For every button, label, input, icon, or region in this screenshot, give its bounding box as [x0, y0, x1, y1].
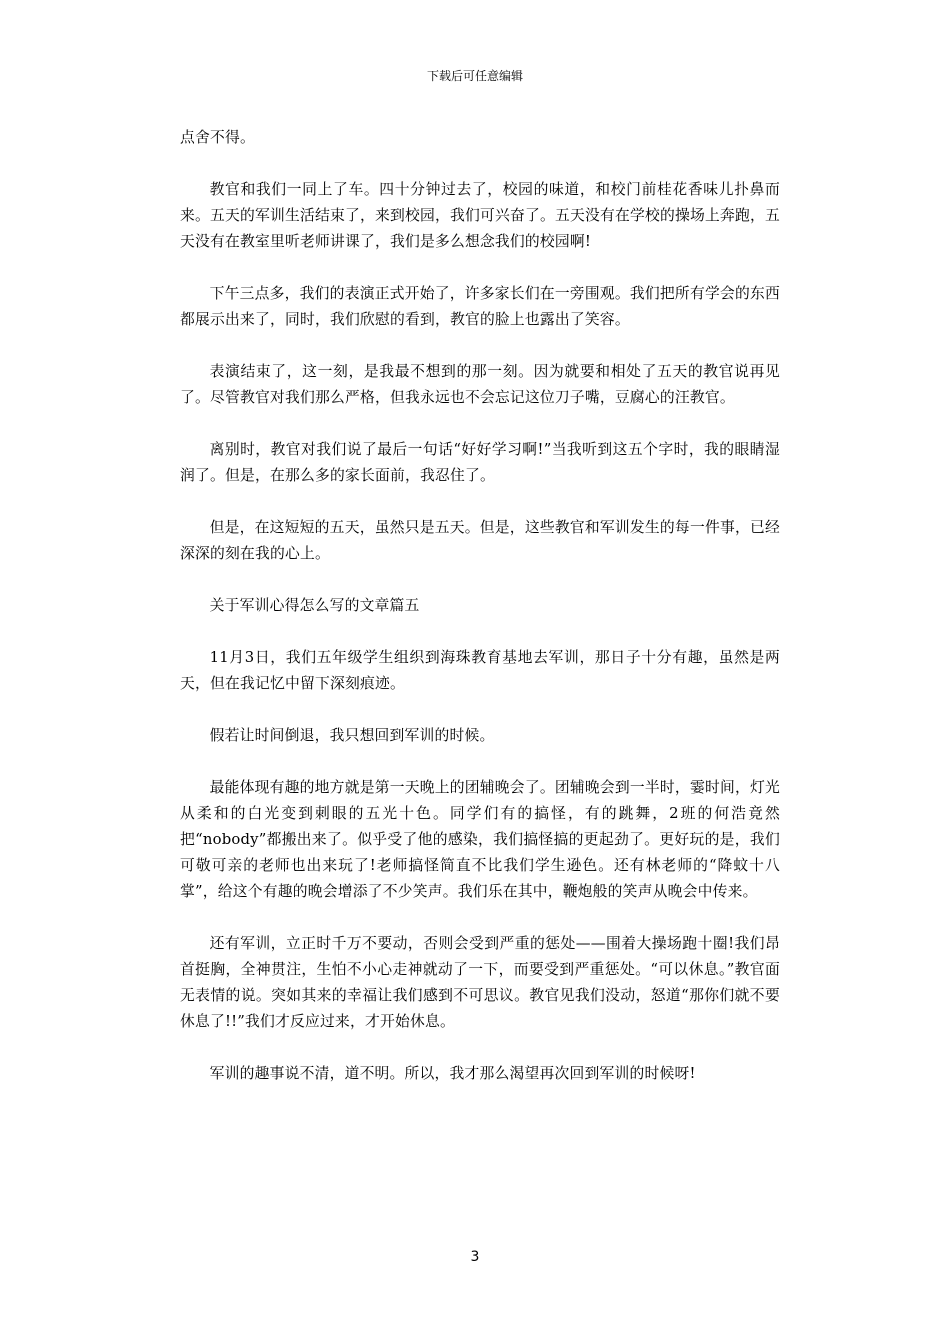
paragraph: 军训的趣事说不清，道不明。所以，我才那么渴望再次回到军训的时候呀! — [209, 1065, 696, 1082]
paragraph: 最能体现有趣的地方就是第一天晚上的团辅晚会了。团辅晚会到一半时，霎时间，灯光从柔和的白光变到刺眼的五光十色。同学们有的搞怪，有的跳舞，2班的何浩竟然把“nobody”都搬出来了。似乎受了他的感染，我们搞怪搞的更起劲了。更好玩的是，我们可敬可亲的老师也出来玩了!老师搞怪简直不比我们学生逊色。还有林老师的“降蚊十八掌”，给这个有趣的晚会增添了不少笑声。我们乐在其中，鞭炮般的笑声从晚会中传来。 — [180, 779, 780, 900]
paragraph: 离别时，教官对我们说了最后一句话“好好学习啊!”当我听到这五个字时，我的眼睛湿润了。但是，在那么多的家长面前，我忍住了。 — [180, 441, 780, 484]
paragraph: 表演结束了，这一刻，是我最不想到的那一刻。因为就要和相处了五天的教官说再见了。尽管教官对我们那么严格，但我永远也不会忘记这位刀子嘴，豆腐心的汪教官。 — [180, 363, 780, 406]
paragraph: 11月3日，我们五年级学生组织到海珠教育基地去军训，那日子十分有趣，虽然是两天，但在我记忆中留下深刻痕迹。 — [180, 649, 780, 692]
header-text: 下载后可任意编辑 — [426, 69, 523, 83]
document-body — [180, 125, 780, 1113]
paragraph: 但是，在这短短的五天，虽然只是五天。但是，这些教官和军训发生的每一件事，已经深深的刻在我的心上。 — [180, 519, 780, 562]
paragraph: 还有军训，立正时千万不要动，否则会受到严重的惩处——围着大操场跑十圈!我们昂首挺胸，全神贯注，生怕不小心走神就动了一下，而要受到严重惩处。“可以休息。”教官面无表情的说。突如其来的幸福让我们感到不可思议。教官见我们没动，怒道“那你们就不要休息了!!”我们才反应过来，才开始休息。 — [180, 935, 780, 1030]
paragraph-continuation: 点舍不得。 — [180, 129, 255, 146]
page-header — [0, 68, 950, 84]
paragraph: 假若让时间倒退，我只想回到军训的时候。 — [209, 727, 495, 744]
paragraph: 教官和我们一同上了车。四十分钟过去了，校园的味道，和校门前桂花香味儿扑鼻而来。五天的军训生活结束了，来到校园，我们可兴奋了。五天没有在学校的操场上奔跑，五天没有在教室里听老师讲课了，我们是多么想念我们的校园啊! — [180, 181, 780, 250]
section-heading: 关于军训心得怎么写的文章篇五 — [209, 597, 420, 614]
page-number: 3 — [470, 1249, 480, 1265]
page-footer — [0, 1248, 950, 1266]
paragraph: 下午三点多，我们的表演正式开始了，许多家长们在一旁围观。我们把所有学会的东西都展示出来了，同时，我们欣慰的看到，教官的脸上也露出了笑容。 — [180, 285, 780, 328]
